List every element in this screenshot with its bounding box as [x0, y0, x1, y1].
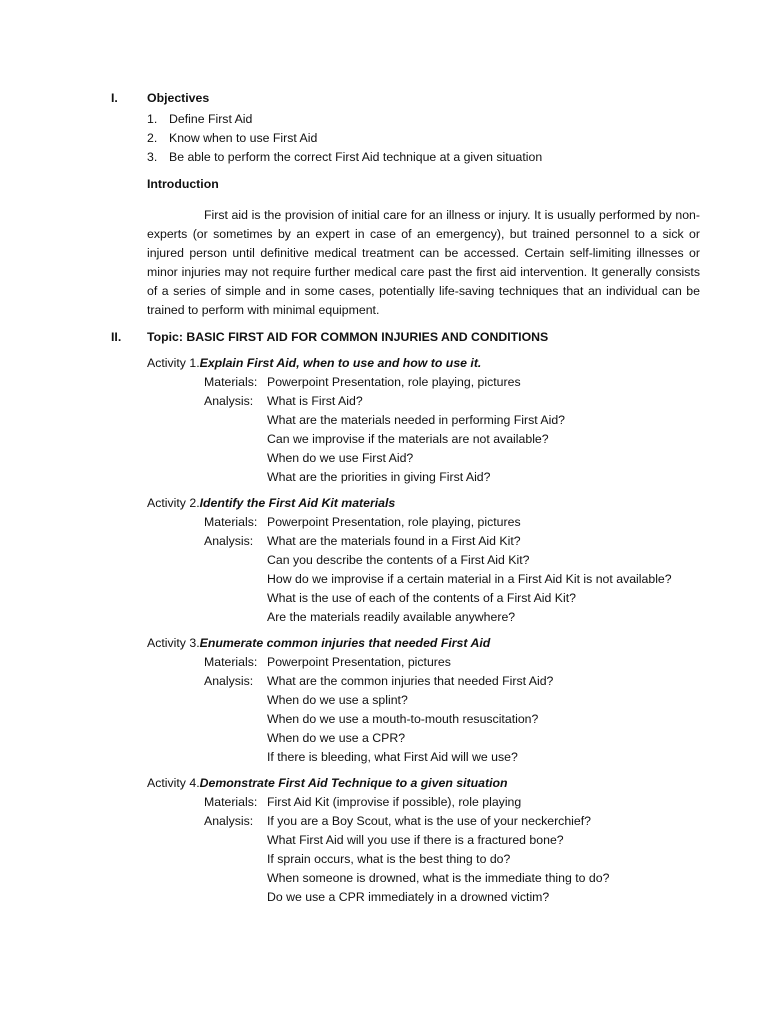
materials-row: Materials: First Aid Kit (improvise if possible), role playing	[204, 795, 522, 809]
list-item: Are the materials readily available anywhere?	[267, 610, 516, 624]
activity-1	[147, 354, 707, 487]
list-item: What are the materials found in a First Aid Kit?	[267, 534, 521, 548]
list-item: When do we use a CPR?	[267, 731, 406, 745]
activity-3	[147, 634, 707, 767]
objectives-list	[147, 110, 542, 167]
list-item: What are the priorities in giving First Aid?	[267, 470, 491, 484]
list-item: 1. Define First Aid	[147, 112, 253, 126]
question-list	[267, 392, 565, 487]
list-item: How do we improvise if a certain material in a First Aid Kit is not available?	[267, 572, 672, 586]
activity-title: Activity 4.Demonstrate First Aid Technique to a given situation	[147, 776, 508, 790]
section-numeral-1: I.	[111, 91, 118, 105]
list-item: If there is bleeding, what First Aid will we use?	[267, 750, 518, 764]
materials-row: Materials: Powerpoint Presentation, pictures	[204, 655, 451, 669]
materials-row: Materials: Powerpoint Presentation, role playing, pictures	[204, 515, 521, 529]
list-item: If you are a Boy Scout, what is the use of your neckerchief?	[267, 814, 591, 828]
objectives-heading: Objectives	[147, 91, 210, 105]
list-item: When do we use First Aid?	[267, 451, 414, 465]
list-item: What is First Aid?	[267, 394, 363, 408]
activity-4	[147, 774, 707, 907]
list-item: What are the common injuries that needed First Aid?	[267, 674, 554, 688]
question-list	[267, 532, 672, 627]
activity-title: Activity 3.Enumerate common injuries that needed First Aid	[147, 636, 491, 650]
activity-title: Activity 2.Identify the First Aid Kit materials	[147, 496, 396, 510]
list-item: When someone is drowned, what is the immediate thing to do?	[267, 871, 610, 885]
list-item: 2. Know when to use First Aid	[147, 131, 318, 145]
analysis-row: Analysis: What is First Aid? What are the materials needed in performing First Aid? Can we improvise if the materials are not available? When do we use First Aid? What are the priorities in giving First Aid?	[147, 392, 707, 487]
analysis-row: Analysis: If you are a Boy Scout, what is the use of your neckerchief? What First Aid will you use if there is a fractured bone? If sprain occurs, what is the best thing to do? When someone is drowned, what is the immediate thing to do? Do we use a CPR immediately in a drowned victim?	[147, 812, 707, 907]
list-item: 3. Be able to perform the correct First Aid technique at a given situation	[147, 150, 543, 164]
introduction-paragraph: First aid is the provision of initial care for an illness or injury. It is usually performed by non-experts (or sometimes by an expert in case of an emergency), but trained personnel to a sick or injured person until definitive medical treatment can be accessed. Certain self-limiting illnesses or minor injuries may not require further medical care past the first aid intervention. It generally consists of a series of simple and in some cases, potentially life-saving techniques that an individual can be trained to perform with minimal equipment.	[147, 208, 700, 317]
list-item: When do we use a splint?	[267, 693, 408, 707]
list-item: Can you describe the contents of a First Aid Kit?	[267, 553, 530, 567]
list-item: What is the use of each of the contents of a First Aid Kit?	[267, 591, 576, 605]
section-numeral-2: II.	[111, 330, 122, 344]
list-item: What are the materials needed in performing First Aid?	[267, 413, 566, 427]
activity-title: Activity 1.Explain First Aid, when to use and how to use it.	[147, 356, 482, 370]
list-item: Can we improvise if the materials are not available?	[267, 432, 549, 446]
topic-heading: Topic: BASIC FIRST AID FOR COMMON INJURIES AND CONDITIONS	[147, 330, 549, 344]
analysis-row: Analysis: What are the materials found in a First Aid Kit? Can you describe the contents of a First Aid Kit? How do we improvise if a certain material in a First Aid Kit is not available? What is the use of each of the contents of a First Aid Kit? Are the materials readily available anywhere?	[147, 532, 707, 627]
list-item: What First Aid will you use if there is a fractured bone?	[267, 833, 564, 847]
analysis-row: Analysis: What are the common injuries that needed First Aid? When do we use a splint? When do we use a mouth-to-mouth resuscitation? When do we use a CPR? If there is bleeding, what First Aid will we use?	[147, 672, 707, 767]
materials-row: Materials: Powerpoint Presentation, role playing, pictures	[204, 375, 521, 389]
question-list	[267, 812, 609, 907]
question-list	[267, 672, 553, 767]
list-item: When do we use a mouth-to-mouth resuscitation?	[267, 712, 539, 726]
list-item: Do we use a CPR immediately in a drowned victim?	[267, 890, 550, 904]
list-item: If sprain occurs, what is the best thing to do?	[267, 852, 511, 866]
activity-2	[147, 494, 707, 627]
introduction-heading: Introduction	[147, 177, 219, 191]
